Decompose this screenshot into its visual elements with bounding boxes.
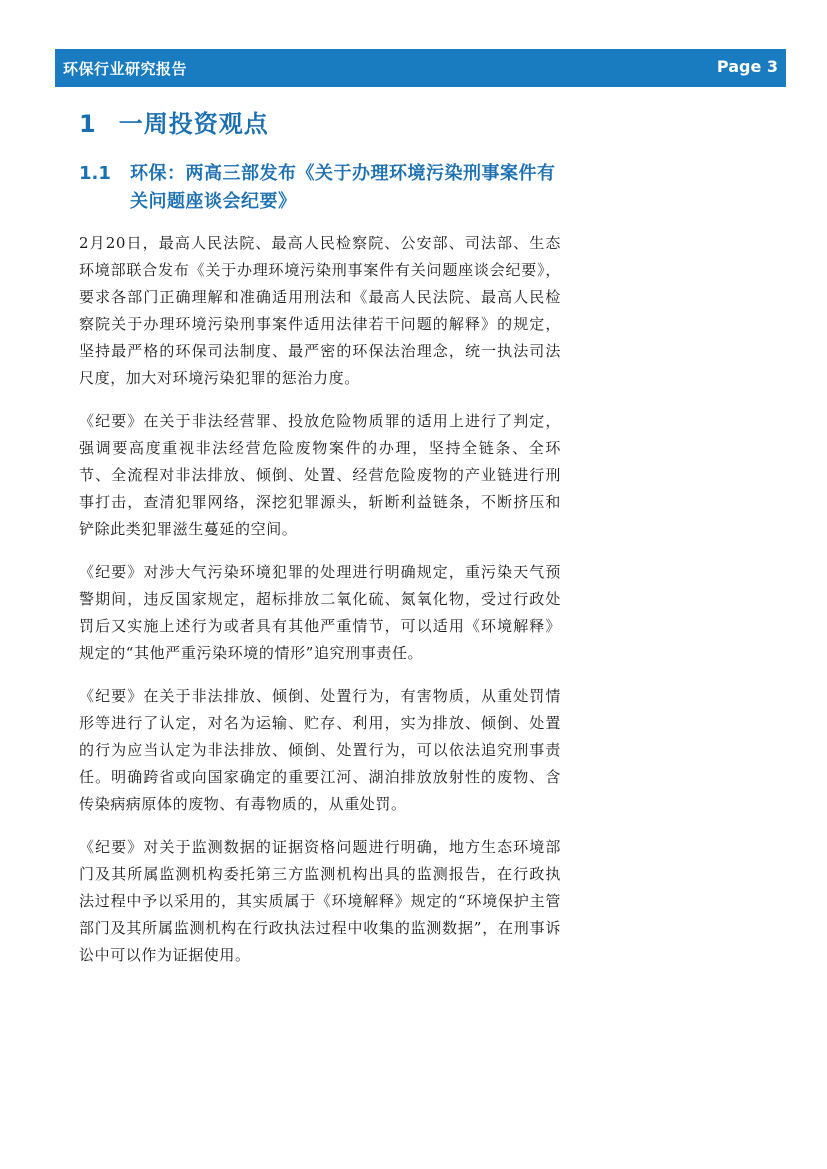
paragraph: 《纪要》对涉大气污染环境犯罪的处理进行明确规定，重污染天气预警期间，违反国家规定，超标排放二氧化硫、氮氧化物，受过行政处罚后又实施上述行为或者具有其他严重情节，可以适用《环境解释》规定的“其他严重污染环境的情形”追究刑事责任。 bbox=[79, 563, 561, 662]
section-number: 1 bbox=[79, 110, 97, 138]
page-number: Page 3 bbox=[716, 57, 778, 76]
section-heading bbox=[79, 104, 269, 139]
report-title: 环保行业研究报告 bbox=[63, 60, 188, 78]
paragraph: 2月20日，最高人民法院、最高人民检察院、公安部、司法部、生态环境部联合发布《关于办理环境污染刑事案件有关问题座谈会纪要》，要求各部门正确理解和准确适用刑法和《最高人民法院、最高人民检察院关于办理环境污染刑事案件适用法律若干问题的解释》的规定，坚持最严格的环保司法制度、最严密的环保法治理念，统一执法司法尺度，加大对环境污染犯罪的惩治力度。 bbox=[79, 234, 561, 387]
paragraph: 《纪要》在关于非法排放、倾倒、处置行为，有害物质，从重处罚情形等进行了认定，对名为运输、贮存、利用，实为排放、倾倒、处置的行为应当认定为非法排放、倾倒、处置行为，可以依法追究刑事责任。明确跨省或向国家确定的重要江河、湖泊排放放射性的废物、含传染病病原体的废物、有毒物质的，从重处罚。 bbox=[79, 687, 561, 813]
report-header-bar bbox=[55, 49, 786, 87]
subsection-number: 1.1 bbox=[79, 163, 111, 184]
paragraph: 《纪要》在关于非法经营罪、投放危险物质罪的适用上进行了判定，强调要高度重视非法经营危险废物案件的办理，坚持全链条、全环节、全流程对非法排放、倾倒、处置、经营危险废物的产业链进行刑事打击，查清犯罪网络，深挖犯罪源头，斩断利益链条，不断挤压和铲除此类犯罪滋生蔓延的空间。 bbox=[79, 412, 561, 538]
body-text bbox=[79, 230, 561, 985]
paragraph: 《纪要》对关于监测数据的证据资格问题进行明确，地方生态环境部门及其所属监测机构委托第三方监测机构出具的监测报告，在行政执法过程中予以采用的，其实质属于《环境解释》规定的“环境保护主管部门及其所属监测机构在行政执法过程中收集的监测数据”，在刑事诉讼中可以作为证据使用。 bbox=[79, 838, 561, 964]
section-title: 一周投资观点 bbox=[118, 110, 269, 138]
subsection-title: 环保：两高三部发布《关于办理环境污染刑事案件有关问题座谈会纪要》 bbox=[130, 163, 556, 212]
